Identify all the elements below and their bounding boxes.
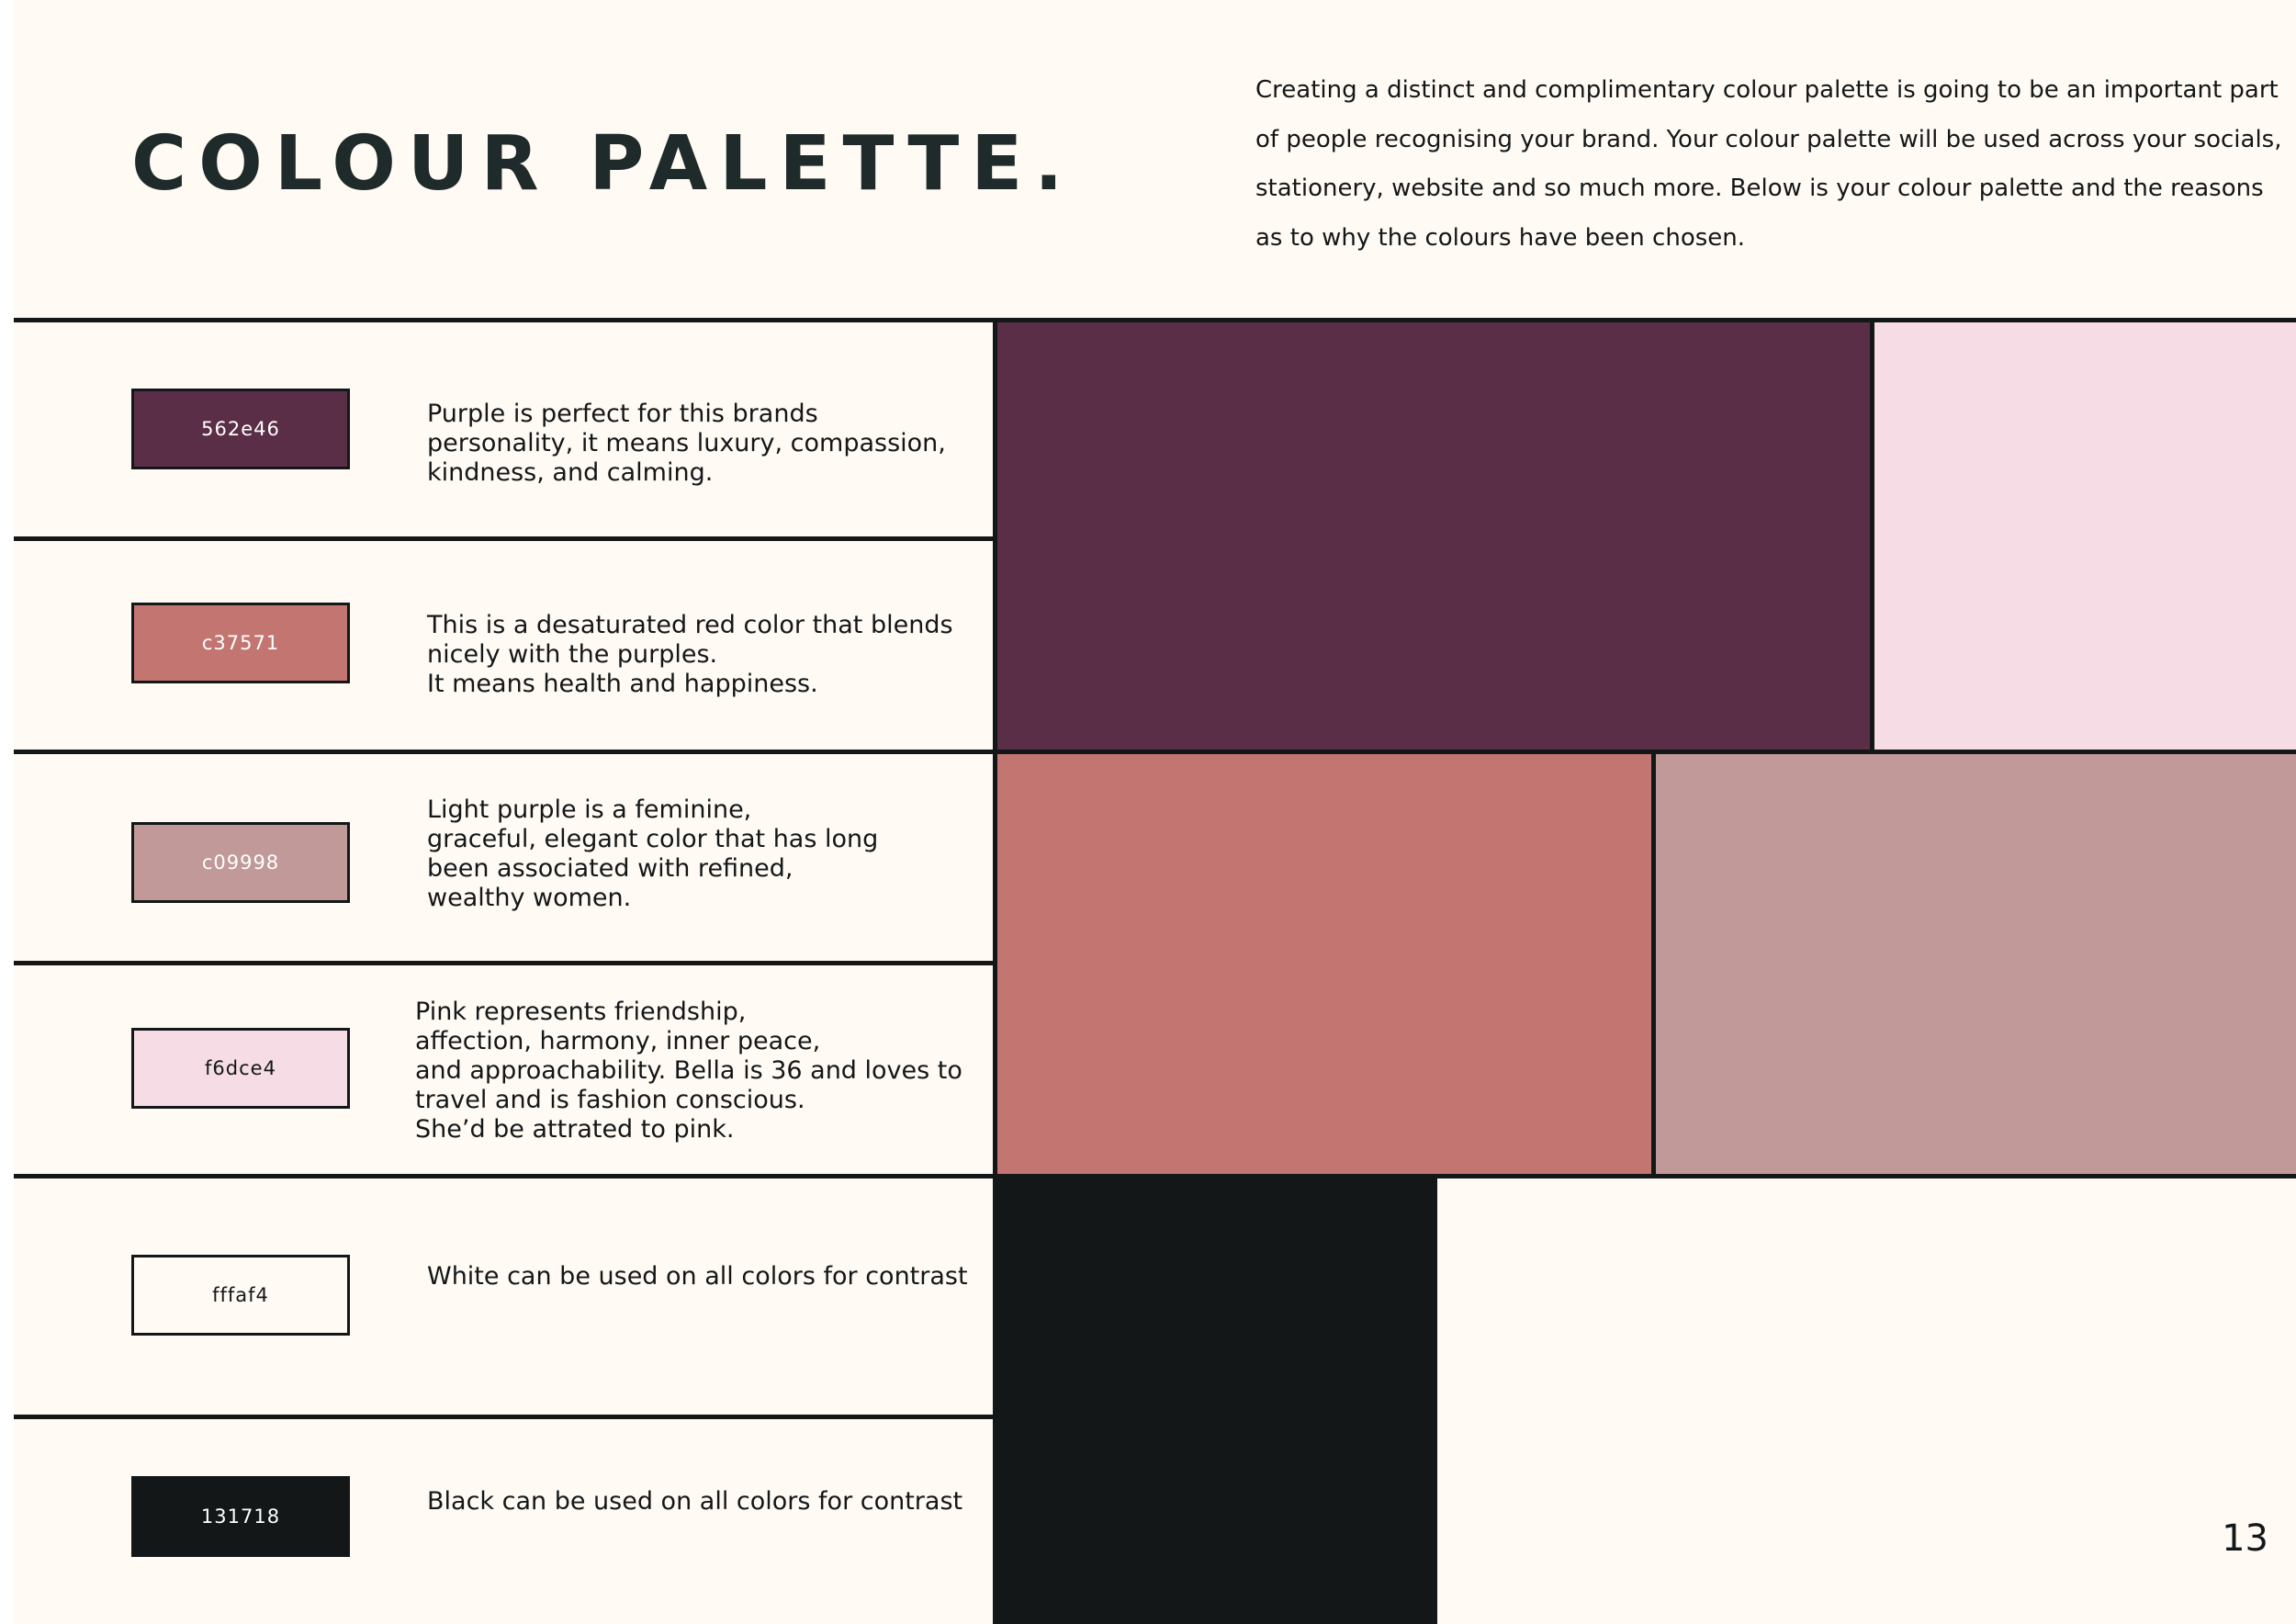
swatch-code: fffaf4 <box>212 1284 269 1306</box>
swatch-c09998 <box>131 822 350 903</box>
colour-description: This is a desaturated red color that blends nicely with the purples. It means health and happiness. <box>427 611 953 698</box>
divider-line <box>1651 750 1656 1176</box>
divider-line <box>993 318 997 1624</box>
light-purple-block <box>1654 751 2296 1176</box>
page-title: COLOUR PALETTE. <box>131 120 1075 208</box>
divider-line <box>14 1174 2296 1179</box>
divider-line <box>1870 318 1874 751</box>
colour-description: Light purple is a feminine, graceful, elegant color that has long been associated with refined, wealthy women. <box>427 795 879 912</box>
swatch-code: 131718 <box>200 1506 281 1528</box>
desaturated-red-block <box>995 751 1654 1176</box>
swatch-562e46 <box>131 389 350 469</box>
swatch-code: c09998 <box>201 851 280 874</box>
intro-paragraph: Creating a distinct and complimentary colour palette is going to be an important part of people recognising your brand. Your colour palette will be used across your socials, stationery, website and so much more. Below is your colour palette and the reasons as to why the colours have been chosen. <box>1255 76 2282 252</box>
swatch-c37571 <box>131 603 350 683</box>
divider-line <box>14 750 2296 754</box>
colour-description: Purple is perfect for this brands personality, it means luxury, compassion, kindness, and calming. <box>427 400 946 487</box>
swatch-131718 <box>131 1476 350 1557</box>
swatch-code: f6dce4 <box>205 1057 276 1079</box>
page-number: 13 <box>2222 1517 2268 1560</box>
colour-description: White can be used on all colors for contrast <box>427 1262 968 1291</box>
divider-line <box>14 536 996 541</box>
colour-description: Black can be used on all colors for contrast <box>427 1487 963 1516</box>
purple-block <box>995 320 1874 751</box>
colour-description: Pink represents friendship, affection, harmony, inner peace, and approachability. Bella is 36 and loves to travel and is fashion conscious. She’d be attrated to pink. <box>415 998 962 1144</box>
swatch-code: c37571 <box>201 632 280 654</box>
page-margin <box>0 0 14 1624</box>
swatch-f6dce4 <box>131 1028 350 1109</box>
divider-line <box>14 318 2296 322</box>
black-block <box>995 1176 1437 1624</box>
swatch-code: 562e46 <box>201 418 280 440</box>
divider-line <box>14 1415 996 1419</box>
pink-block <box>1874 320 2296 751</box>
swatch-fffaf4 <box>131 1255 350 1336</box>
divider-line <box>14 961 996 965</box>
